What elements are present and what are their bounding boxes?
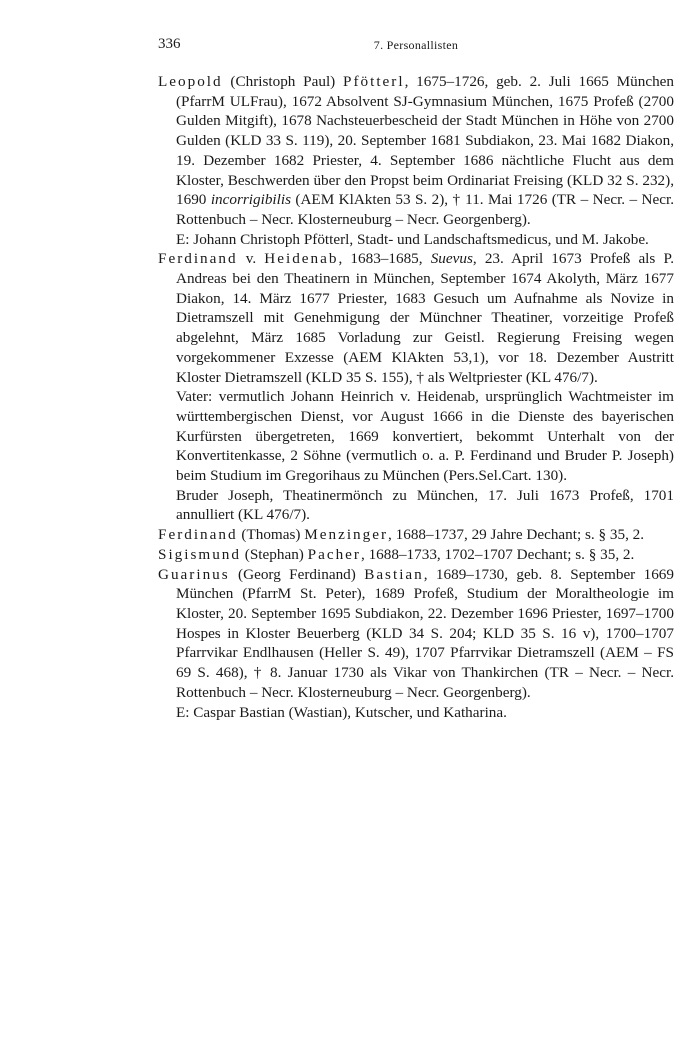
entry-text: , 1688–1733, 1702–1707 Dechant; s. § 35, 2. xyxy=(360,545,635,563)
personnel-list xyxy=(158,72,674,722)
list-item xyxy=(158,565,674,723)
list-item xyxy=(158,545,674,565)
running-head: 7. Personallisten xyxy=(373,38,459,52)
list-item xyxy=(158,525,674,545)
list-item xyxy=(158,249,674,525)
entry-main xyxy=(158,249,674,387)
page-number: 336 xyxy=(158,36,181,52)
person-last-name: Bastian xyxy=(364,565,424,583)
list-item xyxy=(158,72,674,249)
person-last-name: Pacher xyxy=(307,545,361,563)
entry-text-cont: , 23. April 1673 Profeß als P. Andreas bei den Theatinern in München, September 1674 Akolyth, März 1677 Diakon, 14. März 1677 Priester, 1683 Gesuch um Aufnahme als Novize in Dietramszell mit Genehmigung der Münchner Theatiner, vorzeitige Profeß abgelehnt, März 1685 Vorladung zur Geistl. Regierung Freising wegen vorgekommener Exzesse (AEM KlAkten 53,1), vor 18. Dezember Austritt Kloster Dietramszell (KLD 35 S. 155), † als Weltpriester (KL 476/7). xyxy=(176,250,675,386)
person-paren: (Stephan) xyxy=(241,545,308,563)
person-paren: v. xyxy=(237,250,265,268)
entry-sub: Bruder Joseph, Theatinermönch zu München, 17. Juli 1673 Profeß, 1701 annulliert (KL 476/7). xyxy=(176,486,674,524)
person-first-name: Leopold xyxy=(158,73,223,90)
person-paren: (Christoph Paul) xyxy=(222,73,344,90)
entry-text: , 1688–1737, 29 Jahre Dechant; s. § 35, 2. xyxy=(388,526,645,544)
entry-text: , 1689–1730, geb. 8. September 1669 München (PfarrM St. Peter), 1689 Profeß, Studium der Moraltheologie im Kloster, 20. September 1695 Subdiakon, 22. Dezember 1696 Priester, 1697–1700 Hospes in Kloster Beuerberg (KLD 34 S. 204; KLD 35 S. 16 v), 1700–1707 Pfarrvikar Endlhausen (Heller S. 49), 1707 Pfarrvikar Dietramszell (AEM – FS 69 S. 468), † 8. Januar 1730 als Vikar von Thankirchen (TR – Necr. – Necr. Rottenbuch – Necr. Klosterneuburg – Necr. Georgenberg). xyxy=(176,565,674,701)
entry-italic: Suevus xyxy=(430,250,473,268)
person-last-name: Menzinger xyxy=(304,526,389,544)
person-first-name: Ferdinand xyxy=(158,526,238,544)
person-last-name: Pfötterl xyxy=(343,73,405,90)
entry-sub: E: Johann Christoph Pfötterl, Stadt- und Landschaftsmedicus, und M. Jakobe. xyxy=(176,230,649,248)
entry-sub: E: Caspar Bastian (Wastian), Kutscher, und Katharina. xyxy=(176,703,507,721)
entry-main xyxy=(158,72,674,230)
person-first-name: Ferdinand xyxy=(158,250,238,268)
entry-sub: Vater: vermutlich Johann Heinrich v. Heidenab, ursprünglich Wachtmeister im württembergischen Dienst, vor August 1666 in die Dienste des bayerischen Kurfürsten übergetreten, 1669 konvertiert, bekommt Unterhalt von der Konvertitenkasse, 2 Söhne (vermutlich o. a. P. Ferdinand und Bruder P. Joseph) beim Studium im Gregorihaus zu München (Pers.Sel.Cart. 130). xyxy=(176,388,674,485)
entry-main xyxy=(158,525,674,545)
entry-text-cont: (AEM KlAkten 53 S. 2), † 11. Mai 1726 (TR – Necr. – Necr. Rottenbuch – Necr. Klosterneuburg – Necr. Georgenberg). xyxy=(176,191,675,228)
person-paren: (Thomas) xyxy=(237,526,305,544)
entry-text: , 1683–1685, xyxy=(338,250,431,268)
page-header xyxy=(158,36,674,56)
entry-text: , 1675–1726, geb. 2. Juli 1665 München (PfarrM ULFrau), 1672 Absolvent SJ-Gymnasium München, 1675 Profeß (2700 Gulden Mitgift), 1678 Nachsteuerbescheid der Stadt München in Höhe von 2700 Gulden (KLD 33 S. 119), 20. September 1681 Subdiakon, 23. Mai 1682 Diakon, 19. Dezember 1682 Priester, 4. September 1686 nächtliche Flucht aus dem Kloster, Beschwerden über den Propst beim Ordinariat Freising (KLD 32 S. 232), 1690 xyxy=(176,73,675,209)
entry-italic: incorrigibilis xyxy=(210,191,291,209)
person-first-name: Sigismund xyxy=(158,545,241,563)
entry-main xyxy=(158,545,674,565)
person-paren: (Georg Ferdinand) xyxy=(229,565,365,583)
person-last-name: Heidenab xyxy=(264,250,339,268)
entry-main xyxy=(158,565,674,703)
person-first-name: Guarinus xyxy=(158,565,230,583)
